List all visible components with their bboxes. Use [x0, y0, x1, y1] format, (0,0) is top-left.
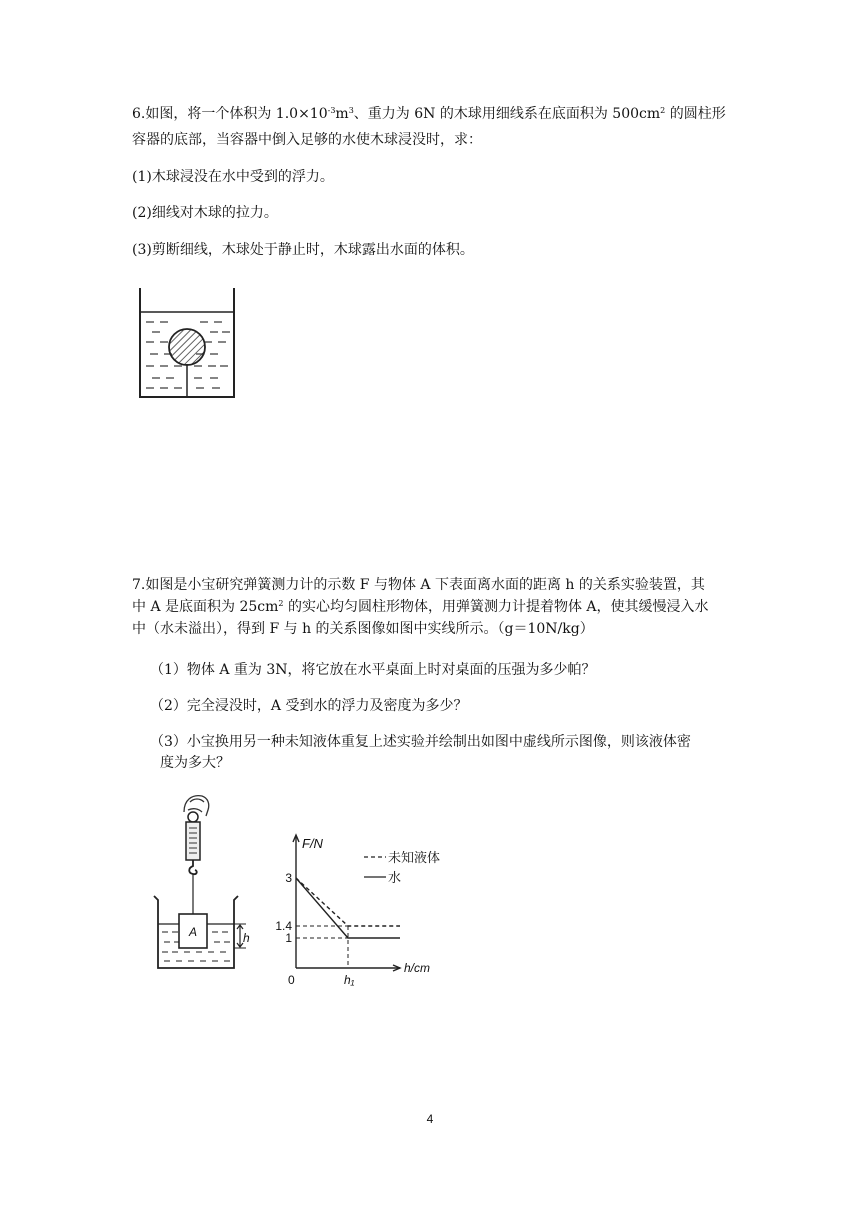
q7-apparatus-figure	[150, 790, 270, 980]
q6-line1: 6.如图，将一个体积为 $1.0\times 10^{-3}m^3$、重力为 6N 的木球用细线系在底面积为 $500cm^2$ 的圆柱形	[132, 106, 726, 122]
q6-figure	[130, 284, 242, 402]
q6-line2: 容器的底部，当容器中倒入足够的水使木球浸没时，求：	[132, 132, 482, 148]
q7-sub3b: 度为多大？	[160, 755, 230, 771]
q7-sub2: （2）完全浸没时，A 受到水的浮力及密度为多少？	[150, 698, 468, 714]
x-axis-label: h/cm	[404, 961, 431, 975]
q7-line1: 7.如图是小宝研究弹簧测力计的示数 F 与物体 A 下表面离水面的距离 h 的关系实验装置，其	[132, 577, 705, 593]
legend-label-unknown-liquid: 未知液体	[388, 850, 441, 865]
f-h-chart	[268, 826, 478, 986]
q6-sub1: (1)木球浸没在水中受到的浮力。	[132, 169, 334, 185]
y-tick-label: 1.4	[275, 919, 292, 933]
q7-sub3a: （3）小宝换用另一种未知液体重复上述实验并绘制出如图中虚线所示图像，则该液体密	[150, 734, 691, 750]
q6-sub3: (3)剪断细线，木球处于静止时，木球露出水面的体积。	[132, 242, 474, 258]
x-tick-label-h1: h₁	[344, 973, 355, 986]
q7-sub1: （1）物体 A 重为 3N，将它放在水平桌面上时对桌面的压强为多少帕？	[150, 662, 596, 678]
y-axis-label: F/N	[302, 836, 323, 851]
block-label: A	[188, 925, 198, 939]
series-line-unknown-liquid	[296, 878, 400, 926]
q7-line3: 中（水未溢出），得到 F 与 h 的关系图像如图中实线所示。（g＝10N/kg）	[132, 621, 594, 637]
legend-label-water: 水	[388, 870, 402, 885]
y-tick-label: 1	[285, 931, 292, 945]
depth-label: h	[243, 931, 250, 945]
y-tick-label: 3	[285, 871, 292, 885]
q6-sub2: (2)细线对木球的拉力。	[132, 205, 278, 221]
page-number: 4	[426, 1112, 434, 1126]
origin-label: 0	[288, 973, 295, 986]
q7-line2: 中 A 是底面积为 $25cm^2$ 的实心均匀圆柱形物体，用弹簧测力计提着物体 A，使其缓慢浸入水	[132, 599, 709, 615]
